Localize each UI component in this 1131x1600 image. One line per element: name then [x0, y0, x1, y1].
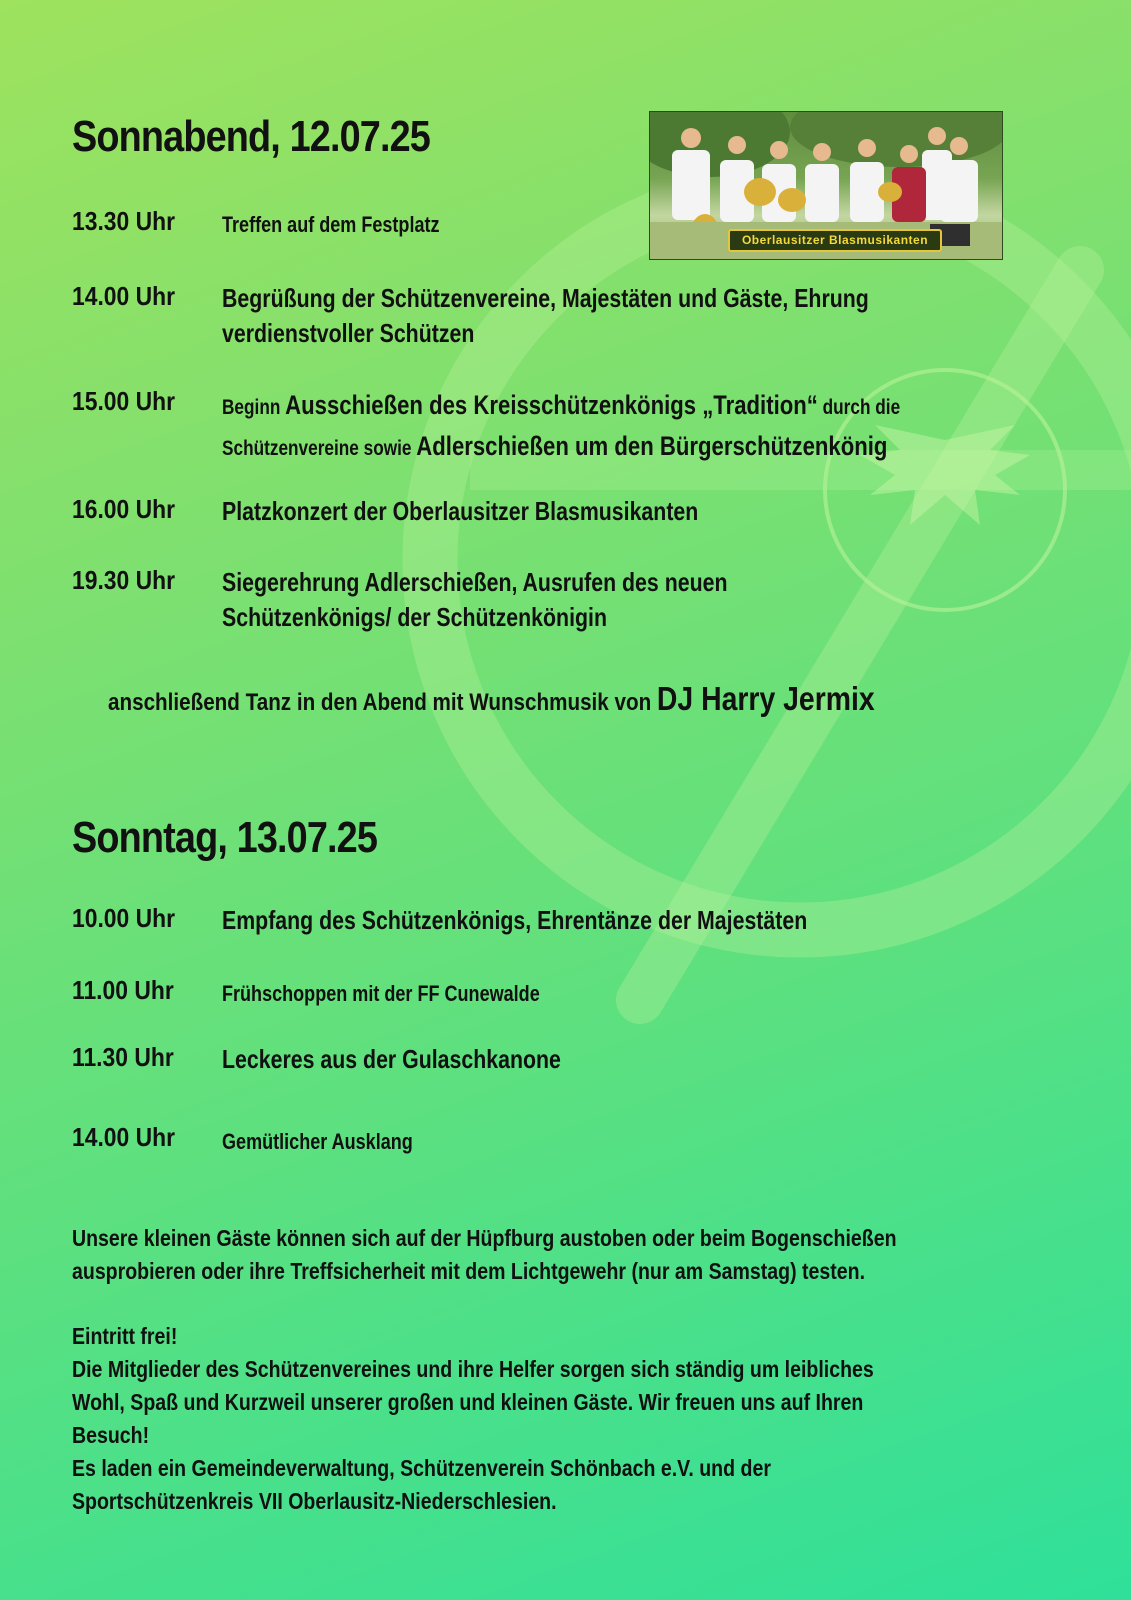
schedule-description: Frühschoppen mit der FF Cunewalde [222, 981, 540, 1006]
paragraph-line: Die Mitglieder des Schützenvereines und ihre Helfer sorgen sich ständig um leibliches [72, 1356, 874, 1382]
saturday-heading: Sonnabend, 12.07.25 [72, 112, 431, 161]
paragraph-line: Wohl, Spaß und Kurzweil unserer großen und kleinen Gäste. Wir freuen uns auf Ihren [72, 1389, 864, 1415]
text-part: Beginn [222, 396, 286, 419]
text-part: Adlerschießen um den Bürgerschützenkönig [416, 431, 888, 461]
paragraph-line: ausprobieren oder ihre Treffsicherheit mit dem Lichtgewehr (nur am Samstag) testen. [72, 1258, 866, 1284]
schedule-description-line: Begrüßung der Schützenvereine, Majestäten und Gäste, Ehrung [222, 283, 869, 313]
band-photo-caption: Oberlausitzer Blasmusikanten [728, 229, 942, 252]
schedule-time: 14.00 Uhr [72, 281, 176, 311]
schedule-description: Leckeres aus der Gulaschkanone [222, 1044, 561, 1074]
schedule-description-line: Schützenkönigs/ der Schützenkönigin [222, 602, 607, 632]
schedule-time: 15.00 Uhr [72, 386, 176, 416]
schedule-description: Platzkonzert der Oberlausitzer Blasmusikanten [222, 496, 699, 526]
dance-text: anschließend Tanz in den Abend mit Wunschmusik von [108, 689, 657, 716]
paragraph-line: Sportschützenkreis VII Oberlausitz-Niederschlesien. [72, 1488, 557, 1514]
text-part: Schützenvereine sowie [222, 437, 417, 460]
schedule-time: 11.30 Uhr [72, 1042, 174, 1072]
schedule-description [222, 281, 869, 351]
paragraph-line: Es laden ein Gemeindeverwaltung, Schützenverein Schönbach e.V. und der [72, 1455, 771, 1481]
dance-announcement [108, 680, 875, 718]
paragraph-line: Eintritt frei! [72, 1323, 178, 1349]
band-photo [649, 111, 1003, 260]
text-part: Ausschießen des Kreisschützenkönigs „Tradition“ [285, 390, 818, 420]
schedule-time: 14.00 Uhr [72, 1122, 176, 1152]
schedule-description-line: verdienstvoller Schützen [222, 318, 475, 348]
schedule-description [222, 386, 900, 468]
schedule-description [222, 565, 727, 635]
schedule-time: 13.30 Uhr [72, 206, 176, 236]
sunday-heading: Sonntag, 13.07.25 [72, 813, 378, 862]
schedule-description-line: Siegerehrung Adlerschießen, Ausrufen des neuen [222, 567, 728, 597]
schedule-time: 11.00 Uhr [72, 975, 174, 1005]
footer-paragraph [72, 1320, 1050, 1518]
paragraph-line: Unsere kleinen Gäste können sich auf der Hüpfburg austoben oder beim Bogenschießen [72, 1225, 897, 1251]
schedule-description: Gemütlicher Ausklang [222, 1129, 413, 1154]
schedule-description-line [222, 386, 900, 427]
schedule-description: Treffen auf dem Festplatz [222, 212, 440, 237]
schedule-description-line [222, 427, 900, 468]
dj-name: DJ Harry Jermix [656, 680, 875, 717]
paragraph-line: Besuch! [72, 1422, 150, 1448]
schedule-description: Empfang des Schützenkönigs, Ehrentänze der Majestäten [222, 905, 808, 935]
text-part: durch die [817, 396, 901, 419]
schedule-time: 16.00 Uhr [72, 494, 176, 524]
kids-info-paragraph [72, 1222, 1050, 1288]
schedule-time: 19.30 Uhr [72, 565, 176, 595]
schedule-time: 10.00 Uhr [72, 903, 176, 933]
